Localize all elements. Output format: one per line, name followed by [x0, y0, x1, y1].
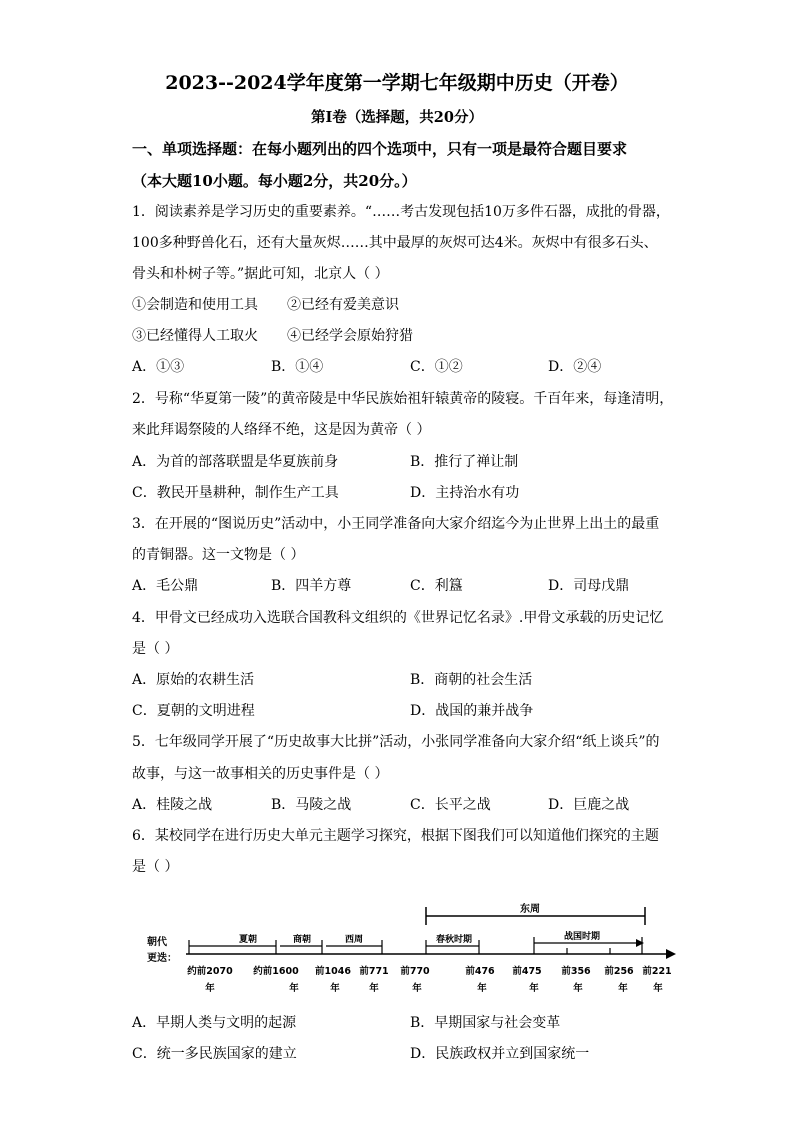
- question-5-option-c[interactable]: C．长平之战: [410, 797, 491, 813]
- tick-771: 前771: [359, 966, 389, 977]
- question-4-line-1: 4．甲骨文已经成功入选联合国教科文组织的《世界记忆名录》.甲骨文承载的历史记忆: [132, 610, 664, 626]
- question-1-statement-3: ③已经懂得人工取火: [132, 328, 258, 344]
- exam-title: 2023--2024学年度第一学期七年级期中历史（开卷）: [165, 72, 629, 94]
- question-1-line-2: 100多种野兽化石，还有大量灰烬……其中最厚的灰烬可达4米。灰烬中有很多石头、: [132, 235, 658, 251]
- dynasty-timeline-figure: [130, 896, 690, 1000]
- question-6-option-c[interactable]: C．统一多民族国家的建立: [132, 1046, 297, 1062]
- section-heading-note: （本大题10小题。每小题2分，共20分。）: [132, 172, 417, 190]
- axis-label-change: 更迭：: [147, 953, 177, 964]
- svg-text:年: 年: [653, 983, 663, 994]
- tick-2070: 约前2070: [187, 966, 233, 977]
- question-3-option-a[interactable]: A．毛公鼎: [132, 578, 199, 594]
- axis-label-dynasty: 朝代: [147, 937, 167, 948]
- exam-subtitle: 第Ⅰ卷（选择题，共20分）: [311, 109, 483, 126]
- question-6-option-a[interactable]: A．早期人类与文明的起源: [132, 1015, 297, 1031]
- question-4-option-b[interactable]: B．商朝的社会生活: [410, 672, 533, 688]
- question-2-option-c[interactable]: C．教民开垦耕种，制作生产工具: [132, 485, 339, 501]
- question-1-statement-2: ②已经有爱美意识: [287, 297, 399, 313]
- tick-770: 前770: [400, 966, 430, 977]
- question-5-line-1: 5．七年级同学开展了“历史故事大比拼”活动，小张同学准备向大家介绍“纸上谈兵”的: [132, 734, 660, 750]
- tick-221: 前221: [642, 966, 672, 977]
- timeline-axis-arrow: [666, 949, 676, 959]
- period-spring-autumn: 春秋时期: [435, 935, 473, 945]
- tick-256: 前256: [604, 966, 634, 977]
- question-1-statement-1: ①会制造和使用工具: [132, 297, 258, 313]
- question-3-line-1: 3．在开展的“图说历史”活动中，小王同学准备向大家介绍迄今为止世界上出土的最重: [132, 516, 660, 532]
- question-3-line-2: 的青铜器。这一文物是（ ）: [132, 547, 305, 563]
- tick-1046: 前1046: [315, 966, 351, 977]
- period-warring-states: 战国时期: [563, 932, 601, 942]
- question-3-option-c[interactable]: C．利簋: [410, 578, 463, 594]
- question-2-option-b[interactable]: B．推行了禅让制: [410, 454, 519, 470]
- question-5-option-a[interactable]: A．桂陵之战: [132, 797, 213, 813]
- svg-text:年: 年: [573, 983, 583, 994]
- svg-text:年: 年: [330, 983, 340, 994]
- question-6-line-2: 是（ ）: [132, 859, 179, 875]
- question-6-line-1: 6．某校同学在进行历史大单元主题学习探究，根据下图我们可以知道他们探究的主题: [132, 828, 659, 844]
- tick-476: 前476: [465, 966, 495, 977]
- question-4-option-d[interactable]: D．战国的兼并战争: [410, 703, 534, 719]
- question-3-option-d[interactable]: D．司母戊鼎: [548, 578, 630, 594]
- question-2-option-d[interactable]: D．主持治水有功: [410, 485, 520, 501]
- question-4-option-a[interactable]: A．原始的农耕生活: [132, 672, 255, 688]
- question-1-statement-4: ④已经学会原始狩猎: [287, 328, 413, 344]
- tick-1600: 约前1600: [253, 966, 299, 977]
- question-2-option-a[interactable]: A．为首的部落联盟是华夏族前身: [132, 454, 339, 470]
- question-1-option-c[interactable]: C．①②: [410, 359, 463, 375]
- svg-text:年: 年: [618, 983, 628, 994]
- tick-475: 前475: [512, 966, 542, 977]
- svg-text:年: 年: [205, 983, 215, 994]
- question-4-option-c[interactable]: C．夏朝的文明进程: [132, 703, 255, 719]
- question-2-line-2: 来此拜谒祭陵的人络绎不绝，这是因为黄帝（ ）: [132, 422, 431, 438]
- svg-text:年: 年: [412, 983, 422, 994]
- question-6-option-b[interactable]: B．早期国家与社会变革: [410, 1015, 561, 1031]
- question-1-option-b[interactable]: B．①④: [271, 359, 324, 375]
- question-2-line-1: 2．号称“华夏第一陵”的黄帝陵是中华民族始祖轩辕黄帝的陵寝。千百年来，每逢清明，: [132, 391, 674, 407]
- question-5-option-b[interactable]: B．马陵之战: [271, 797, 352, 813]
- period-western-zhou: 西周: [344, 935, 364, 945]
- eastern-zhou-label: 东周: [520, 904, 540, 915]
- period-shang: 商朝: [292, 935, 312, 945]
- question-4-line-2: 是（ ）: [132, 641, 179, 657]
- period-xia: 夏朝: [238, 935, 258, 945]
- svg-text:年: 年: [369, 983, 379, 994]
- question-5-option-d[interactable]: D．巨鹿之战: [548, 797, 630, 813]
- question-6-option-d[interactable]: D．民族政权并立到国家统一: [410, 1046, 590, 1062]
- question-5-line-2: 故事，与这一故事相关的历史事件是（ ）: [132, 766, 389, 782]
- section-heading: 一、单项选择题：在每小题列出的四个选项中，只有一项是最符合题目要求: [132, 140, 628, 158]
- svg-text:年: 年: [477, 983, 487, 994]
- question-1-line-1: 1．阅读素养是学习历史的重要素养。“……考古发现包括10万多件石器，成批的骨器，: [132, 204, 670, 220]
- svg-text:年: 年: [529, 983, 539, 994]
- question-1-line-3: 骨头和朴树子等。”据此可知，北京人（ ）: [132, 266, 389, 282]
- tick-356: 前356: [561, 966, 591, 977]
- question-1-option-a[interactable]: A．①③: [132, 359, 185, 375]
- svg-text:年: 年: [289, 983, 299, 994]
- question-3-option-b[interactable]: B．四羊方尊: [271, 578, 352, 594]
- question-1-option-d[interactable]: D．②④: [548, 359, 602, 375]
